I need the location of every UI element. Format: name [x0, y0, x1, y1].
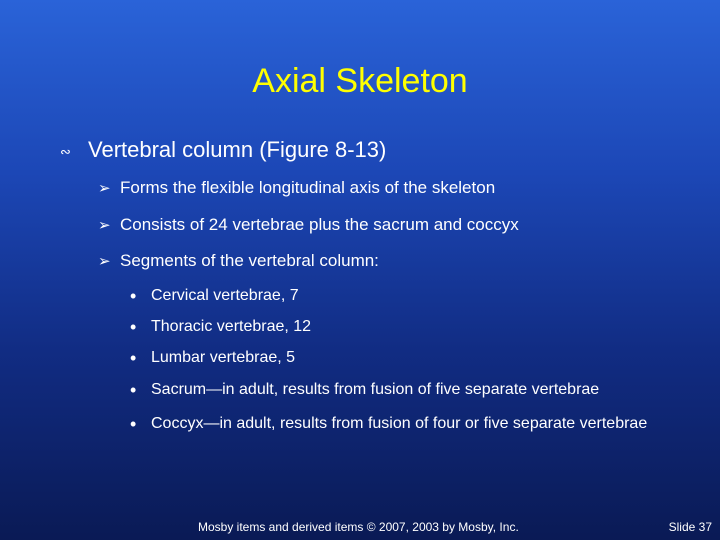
main-bullet-text: Vertebral column (Figure 8-13) — [88, 137, 387, 162]
segment-text: Coccyx—in adult, results from fusion of four or five separate vertebrae — [151, 415, 648, 432]
sub-bullet — [98, 251, 379, 271]
bullet-dot-icon: • — [130, 317, 137, 337]
footer-copyright: Mosby items and derived items © 2007, 2003 by Mosby, Inc. — [198, 520, 519, 534]
slide-number: Slide 37 — [668, 520, 712, 534]
segment-item — [130, 348, 651, 368]
segment-text: Lumbar vertebrae, 5 — [151, 349, 296, 366]
segment-item — [130, 317, 651, 337]
sub-bullet-text: Consists of 24 vertebrae plus the sacrum and coccyx — [120, 215, 519, 234]
segment-text: Sacrum—in adult, results from fusion of five separate vertebrae — [151, 381, 600, 398]
sub-bullet — [98, 178, 495, 198]
sub-bullet-text: Segments of the vertebral column: — [120, 251, 379, 270]
slide-title: Axial Skeleton — [252, 62, 468, 100]
arrowhead-icon: ➢ — [98, 253, 111, 270]
segment-item — [130, 286, 651, 306]
segment-text: Thoracic vertebrae, 12 — [151, 318, 312, 335]
segment-item — [130, 380, 651, 400]
bullet-dot-icon: • — [130, 286, 137, 306]
segment-item — [130, 414, 651, 434]
main-bullet — [60, 137, 386, 163]
segment-text: Cervical vertebrae, 7 — [151, 287, 299, 304]
bullet-dot-icon: • — [130, 380, 137, 400]
sub-bullet — [98, 215, 519, 235]
arrowhead-icon: ➢ — [98, 217, 111, 234]
fish-bullet-icon: ∾ — [60, 144, 71, 159]
bullet-dot-icon: • — [130, 414, 137, 434]
sub-bullet-text: Forms the flexible longitudinal axis of the skeleton — [120, 178, 496, 197]
arrowhead-icon: ➢ — [98, 180, 111, 197]
bullet-dot-icon: • — [130, 348, 137, 368]
